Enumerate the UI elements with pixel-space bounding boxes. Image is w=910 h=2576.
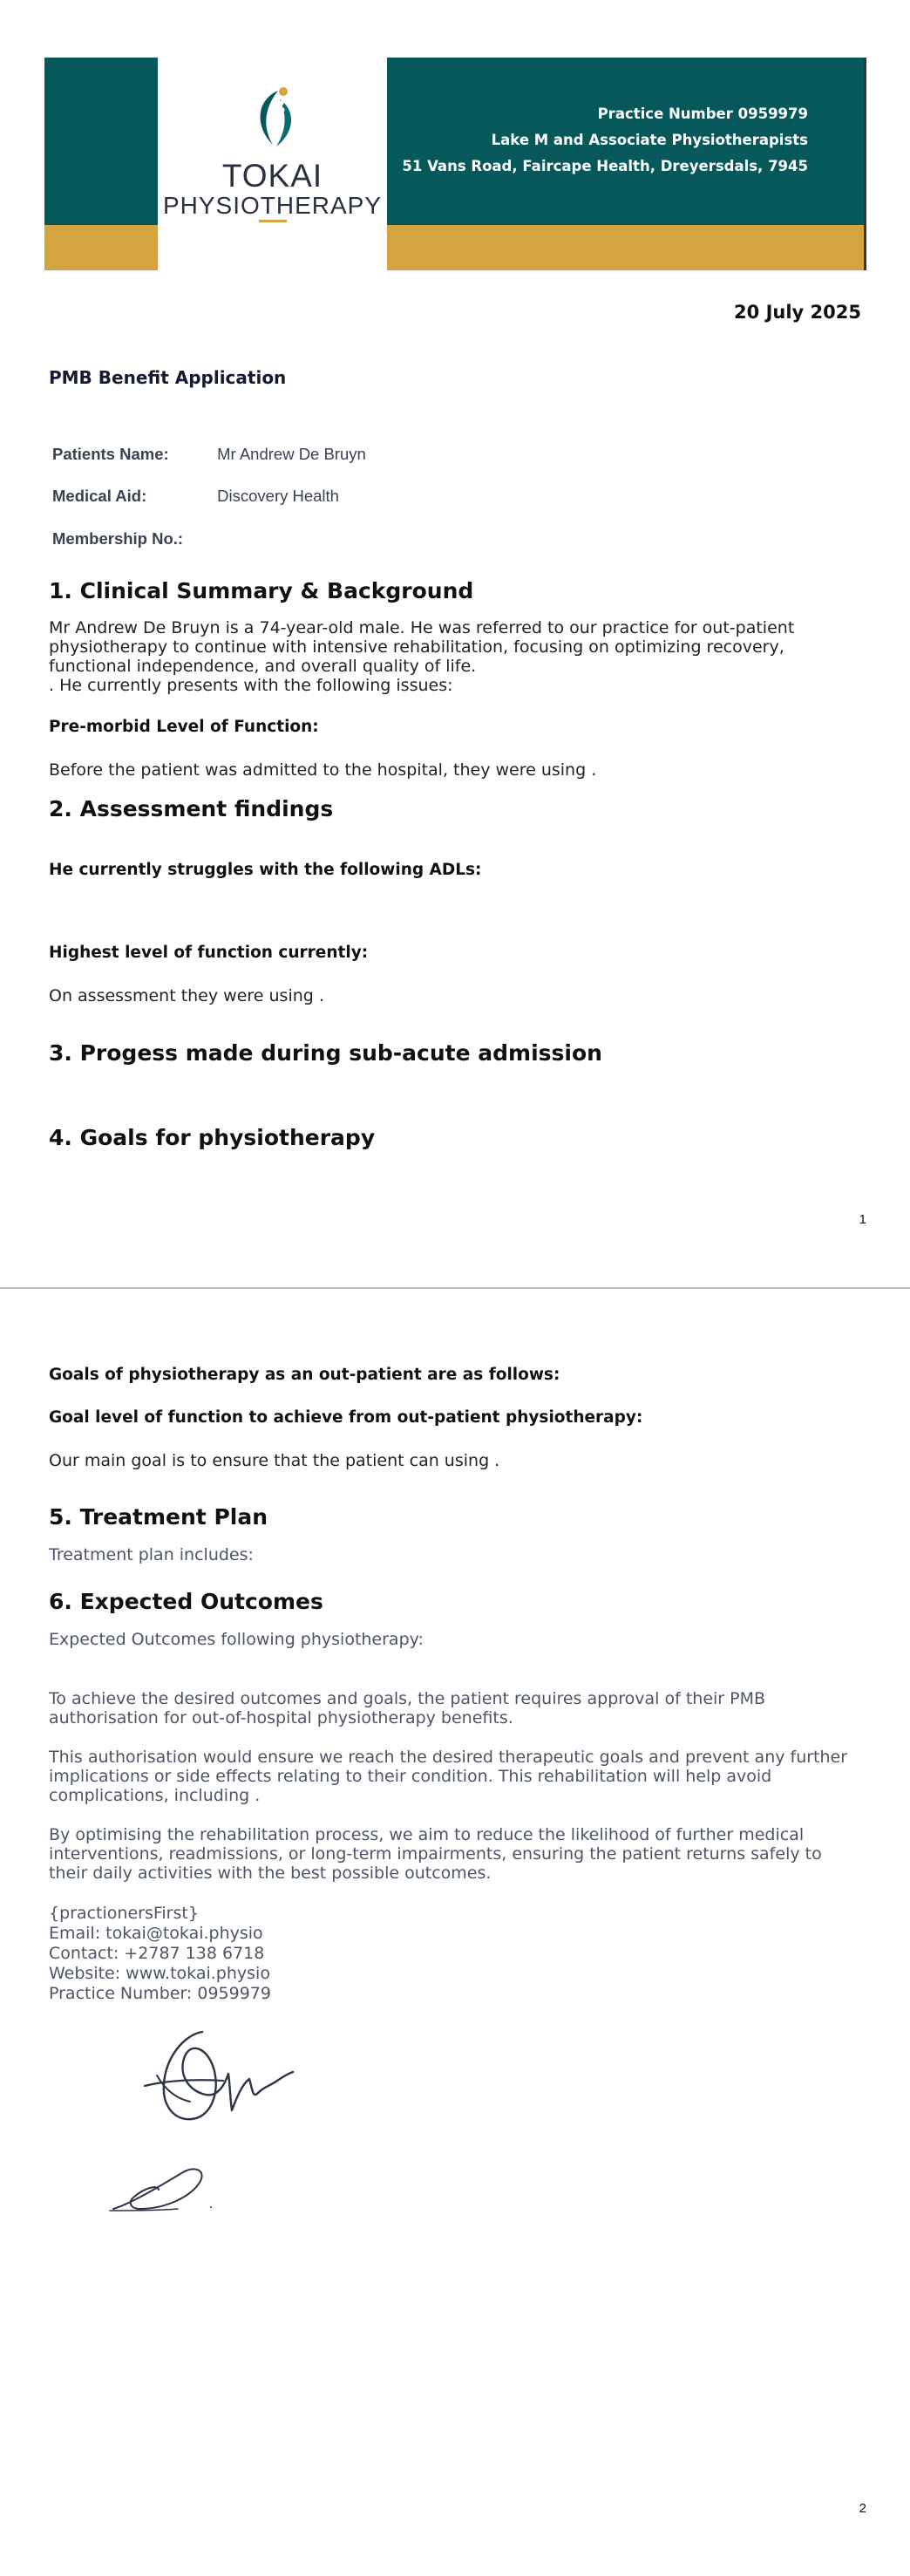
medical-aid-label: Medical Aid: [52, 487, 147, 505]
practice-number-line: Practice Number 0959979 [597, 106, 808, 122]
spine-logo-icon [245, 84, 306, 153]
logo-box [158, 58, 387, 270]
logo-underline [259, 220, 287, 222]
premorbid-heading: Pre-morbid Level of Function: [49, 718, 319, 736]
closing-paragraph-2 [49, 1748, 859, 1805]
section-3-heading: 3. Progess made during sub-acute admission [49, 1040, 602, 1066]
closing-paragraph-1 [49, 1689, 859, 1728]
page-number-1: 1 [859, 1212, 866, 1227]
practitioner-name: {practionersFirst} [49, 1904, 199, 1923]
treatment-plan-text: Treatment plan includes: [49, 1545, 254, 1564]
practitioners-line: Lake M and Associate Physiotherapists [491, 132, 808, 148]
membership-label: Membership No.: [52, 529, 184, 548]
expected-outcomes-text: Expected Outcomes following physiotherapy: [49, 1630, 424, 1649]
patient-name-label: Patients Name: [52, 445, 169, 463]
page-number-2: 2 [859, 2501, 866, 2516]
clinical-summary-line-4: . He currently presents with the following issues: [49, 676, 453, 695]
goal-text: Our main goal is to ensure that the patient can using . [49, 1451, 500, 1470]
address-line: 51 Vans Road, Faircape Health, Dreyersdals, 7945 [402, 158, 808, 174]
page-1 [0, 0, 910, 1287]
closing-paragraph-3 [49, 1825, 859, 1883]
practice-details [402, 101, 808, 180]
banner-gold-block-left [44, 225, 158, 270]
membership-row [52, 529, 217, 549]
closing-p1-line-2: authorisation for out-of-hospital physiotherapy benefits. [49, 1708, 513, 1728]
closing-p3-line-1: By optimising the rehabilitation process, we aim to reduce the likelihood of further medical [49, 1825, 805, 1844]
goals-heading: Goals of physiotherapy as an out-patient are as follows: [49, 1366, 560, 1384]
logo-wordmark-secondary: PHYSIOTHERAPY [162, 192, 383, 219]
contact-email: Email: tokai@tokai.physio [49, 1924, 263, 1943]
logo-wordmark-primary: TOKAI [221, 158, 323, 194]
highest-function-heading: Highest level of function currently: [49, 944, 369, 962]
clinical-summary-paragraph [49, 618, 859, 695]
section-5-heading: 5. Treatment Plan [49, 1504, 268, 1530]
banner-teal-block-left [44, 58, 158, 225]
closing-p2-line-1: This authorisation would ensure we reach the desired therapeutic goals and prevent any further [49, 1748, 848, 1767]
closing-p3-line-2: interventions, readmissions, or long-term impairments, ensuring the patient returns safely to [49, 1844, 822, 1864]
closing-p1-line-1: To achieve the desired outcomes and goals, the patient requires approval of their PMB [49, 1689, 766, 1708]
medical-aid-row [52, 487, 339, 506]
section-6-heading: 6. Expected Outcomes [49, 1589, 323, 1614]
highest-function-text: On assessment they were using . [49, 986, 324, 1005]
contact-practice-number: Practice Number: 0959979 [49, 1984, 271, 2003]
clinical-summary-line-2: physiotherapy to continue with intensive rehabilitation, focusing on optimizing recovery, [49, 637, 784, 657]
medical-aid-value: Discovery Health [217, 487, 339, 505]
banner-edge [864, 58, 866, 270]
closing-p2-line-3: complications, including . [49, 1786, 261, 1805]
clinical-summary-line-1: Mr Andrew De Bruyn is a 74-year-old male. He was referred to our practice for out-patient [49, 618, 795, 637]
patient-name-value: Mr Andrew De Bruyn [217, 445, 366, 463]
contact-phone: Contact: +2787 138 6718 [49, 1944, 265, 1963]
premorbid-text: Before the patient was admitted to the hospital, they were using . [49, 760, 597, 780]
letterhead-banner [44, 58, 866, 270]
signature-secondary [105, 2158, 227, 2219]
document-title: PMB Benefit Application [49, 367, 287, 388]
signature-primary [139, 2023, 305, 2136]
contact-website: Website: www.tokai.physio [49, 1964, 270, 1983]
letter-date: 20 July 2025 [734, 302, 861, 323]
section-4-heading: 4. Goals for physiotherapy [49, 1125, 376, 1150]
closing-p2-line-2: implications or side effects relating to their condition. This rehabilitation will help avoid [49, 1767, 772, 1786]
adl-heading: He currently struggles with the following ADLs: [49, 861, 482, 879]
banner-gold-block-right [387, 225, 866, 270]
section-1-heading: 1. Clinical Summary & Background [49, 578, 474, 603]
closing-p3-line-3: their daily activities with the best possible outcomes. [49, 1864, 492, 1883]
contact-block [49, 1904, 271, 2004]
section-2-heading: 2. Assessment findings [49, 796, 334, 821]
goal-level-heading: Goal level of function to achieve from out-patient physiotherapy: [49, 1408, 643, 1427]
patient-name-row [52, 445, 366, 464]
clinical-summary-line-3: functional independence, and overall quality of life. [49, 657, 477, 676]
